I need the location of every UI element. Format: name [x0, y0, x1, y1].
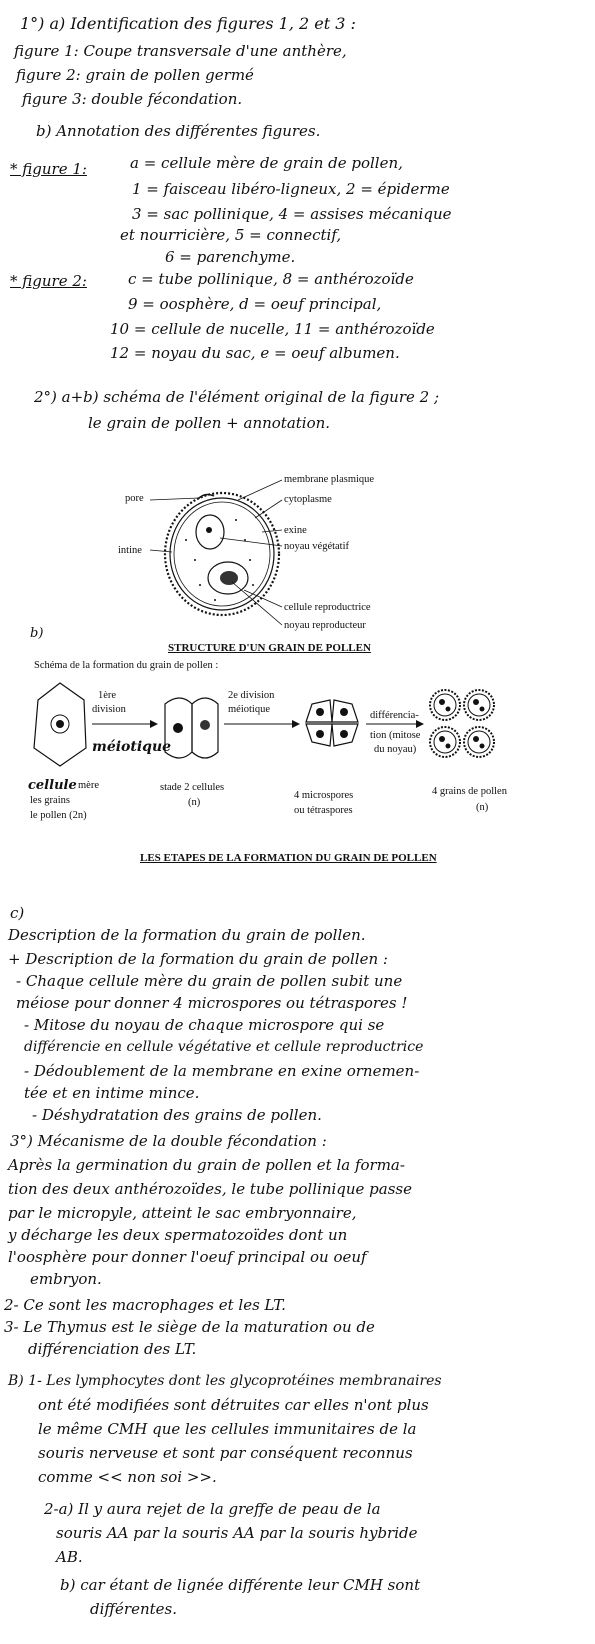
question-3-heading: 3°) Mécanisme de la double fécondation : — [10, 1132, 327, 1150]
label-cellule-reproductrice: cellule reproductrice — [284, 602, 371, 613]
answer-B2a-line-2: souris AA par la souris AA par la souris hybride — [56, 1524, 418, 1542]
answer-B1-line-1: B) 1- Les lymphocytes dont les glycoprotéines membranaires — [8, 1373, 442, 1389]
answer-2: 2- Ce sont les macrophages et les LT. — [4, 1296, 286, 1314]
description-line-6: tée et en intime mince. — [24, 1084, 200, 1102]
label-pore: pore — [125, 493, 144, 504]
formation-mark: b) — [30, 626, 44, 641]
question-2-heading: 2°) a+b) schéma de l'élément original de la figure 2 ; — [34, 388, 440, 406]
fecondation-line-2: tion des deux anthérozoïdes, le tube pollinique passe — [8, 1180, 412, 1198]
fig1-annotation-line-5: 6 = parenchyme. — [165, 248, 296, 266]
fig1-annotation-line-3: 3 = sac pollinique, 4 = assises mécanique — [132, 205, 452, 223]
answer-B2a-line-1: 2-a) Il y aura rejet de la greffe de peau de la — [44, 1500, 381, 1518]
arrow-3-label-line-3: du noyau) — [374, 744, 417, 755]
formation-title: LES ETAPES DE LA FORMATION DU GRAIN DE POLLEN — [140, 852, 437, 864]
label-cytoplasme: cytoplasme — [284, 494, 332, 505]
arrow-1-label-line-2: division — [92, 704, 126, 715]
question-1b-heading: b) Annotation des différentes figures. — [36, 122, 321, 140]
fecondation-line-5: l'oosphère pour donner l'oeuf principal ou oeuf — [8, 1248, 367, 1266]
question-c-mark: c) — [10, 904, 25, 922]
label-noyau-vegetatif: noyau végétatif — [284, 541, 350, 552]
question-2-subtext: le grain de pollen + annotation. — [88, 414, 331, 432]
fig1-annotation-line-2: 1 = faisceau libéro-ligneux, 2 = épiderme — [132, 180, 450, 198]
fig1-annotation-line-4: et nourricière, 5 = connectif, — [120, 226, 342, 244]
fig2-annotation-line-1: c = tube pollinique, 8 = anthérozoïde — [128, 270, 414, 288]
label-membrane-plasmique: membrane plasmique — [284, 474, 375, 485]
fig2-annotation-line-2: 9 = oosphère, d = oeuf principal, — [128, 295, 382, 313]
answer-B1-line-4: souris nerveuse et sont par conséquent reconnus — [38, 1444, 413, 1462]
fig1-annotation-line-1: a = cellule mère de grain de pollen, — [130, 154, 403, 172]
description-line-7: - Déshydratation des grains de pollen. — [32, 1106, 322, 1124]
answer-B2a-line-3: AB. — [56, 1548, 83, 1566]
fecondation-line-4: y décharge les deux spermatozoïdes dont un — [8, 1226, 348, 1244]
stage-1-label-line-1: mère — [78, 780, 99, 791]
stage-2-label-line-1: stade 2 cellules — [160, 782, 225, 793]
stage-1-handwritten: cellule — [28, 778, 77, 793]
answer-B2b-line-2: différentes. — [90, 1600, 177, 1618]
label-noyau-reproducteur: noyau reproducteur — [284, 620, 366, 631]
stage-4-label-line-1: 4 grains de pollen — [432, 786, 507, 797]
figure-1-label: * figure 1: — [10, 160, 87, 178]
arrow-3-label-line-1: différencia- — [370, 710, 419, 721]
label-intine: intine — [118, 545, 142, 556]
description-line-1: - Chaque cellule mère du grain de pollen subit une — [16, 972, 403, 990]
arrow-3-label-line-2: tion (mitose — [370, 730, 421, 741]
stage-3-label-line-1: 4 microspores — [294, 790, 354, 801]
fecondation-line-3: par le micropyle, atteint le sac embryonnaire, — [8, 1204, 357, 1222]
description-line-3: - Mitose du noyau de chaque microspore qui se — [24, 1016, 385, 1034]
answer-B1-line-2: ont été modifiées sont détruites car elles n'ont plus — [38, 1396, 429, 1414]
fig2-annotation-line-3: 10 = cellule de nucelle, 11 = anthérozoïde — [110, 320, 435, 338]
description-line-5: - Dédoublement de la membrane en exine ornemen- — [24, 1062, 420, 1080]
fig2-annotation-line-4: 12 = noyau du sac, e = oeuf albumen. — [110, 344, 400, 362]
figure-2-label: * figure 2: — [10, 272, 87, 290]
question-1a-heading: 1°) a) Identification des figures 1, 2 et 3 : — [20, 14, 356, 33]
stage-2-label-line-2: (n) — [188, 797, 201, 808]
label-exine: exine — [284, 525, 307, 536]
pollen-structure-title: STRUCTURE D'UN GRAIN DE POLLEN — [168, 642, 371, 654]
answer-3-line-1: 3- Le Thymus est le siège de la maturation ou de — [4, 1318, 375, 1336]
stage-4-label-line-2: (n) — [476, 802, 489, 813]
answer-3-line-2: différenciation des LT. — [28, 1340, 197, 1358]
description-subtitle: + Description de la formation du grain de pollen : — [8, 950, 388, 968]
description-line-2: méiose pour donner 4 microspores ou tétraspores ! — [16, 994, 408, 1012]
answer-B2b-line-1: b) car étant de lignée différente leur CMH sont — [60, 1576, 421, 1594]
arrow-1-label-line-1: 1ère — [98, 690, 117, 701]
stage-1-label-line-3: le pollen (2n) — [30, 810, 87, 821]
fecondation-line-6: embryon. — [30, 1270, 102, 1288]
answer-B1-line-3: le même CMH que les cellules immunitaires de la — [38, 1420, 417, 1438]
arrow-1-handwritten: méiotique — [92, 739, 172, 755]
answer-figure-3: figure 3: double fécondation. — [22, 90, 243, 108]
stage-3-label-line-2: ou tétraspores — [294, 805, 353, 816]
formation-heading: Schéma de la formation du grain de pollen : — [34, 660, 219, 671]
description-line-4: différencie en cellule végétative et cellule reproductrice — [24, 1039, 424, 1055]
answer-figure-1: figure 1: Coupe transversale d'une anthère, — [14, 42, 347, 60]
stage-1-label-line-2: les grains — [30, 795, 70, 806]
description-title: Description de la formation du grain de pollen. — [8, 926, 366, 944]
arrow-2-label-line-2: méiotique — [228, 704, 270, 715]
fecondation-line-1: Après la germination du grain de pollen et la forma- — [8, 1156, 405, 1174]
arrow-2-label-line-1: 2e division — [228, 690, 275, 701]
answer-figure-2: figure 2: grain de pollen germé — [16, 66, 254, 84]
answer-B1-line-5: comme << non soi >>. — [38, 1468, 217, 1486]
